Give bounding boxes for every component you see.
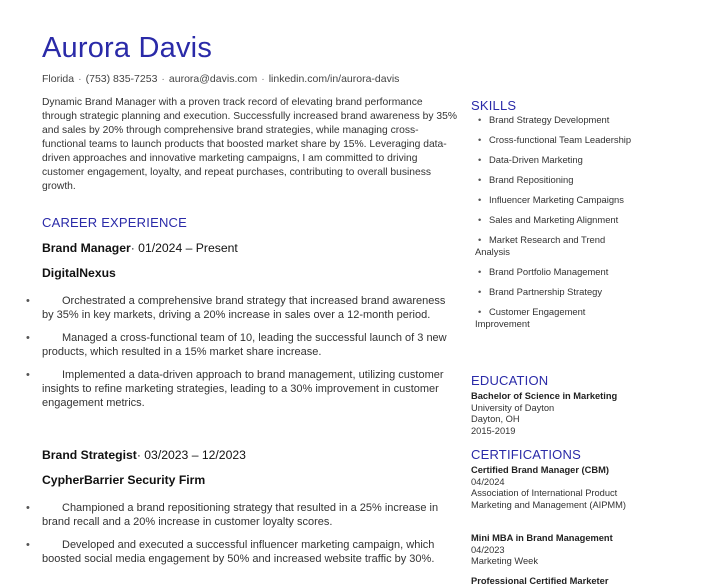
certification-entry: [471, 576, 631, 588]
certification-date: 04/2024: [471, 476, 505, 487]
separator: ·: [161, 73, 165, 85]
job-bullet: • Developed and executed a successful influencer marketing campaign, which boosted social media engagement by 50% and increased website traffic by 30%.: [42, 538, 447, 567]
job-bullet: • Orchestrated a comprehensive brand strategy that increased brand awareness by 35% in key markets, driving a 20% increase in sales over a 12-month period.: [42, 294, 447, 323]
job-company: DigitalNexus: [42, 266, 116, 280]
candidate-name: Aurora Davis: [42, 32, 213, 64]
education-location: Dayton, OH: [471, 414, 520, 425]
skill-item: • Cross-functional Team Leadership: [475, 134, 635, 146]
certification-name: Certified Brand Manager (CBM): [471, 465, 609, 475]
skill-item: • Data-Driven Marketing: [475, 154, 635, 166]
contact-phone: (753) 835-7253: [85, 73, 158, 85]
job-bullet: • Managed a cross-functional team of 10, leading the successful launch of 3 new products, which resulted in a 15% market share increase.: [42, 331, 447, 360]
skill-item: • Customer Engagement Improvement: [475, 306, 635, 330]
job-bullets: [42, 294, 447, 419]
professional-summary: Dynamic Brand Manager with a proven track record of elevating brand performance through strategic planning and execution. Successfully increased brand awareness by 35% and sales by 20% through comprehensive brand strategies, while managing cross-functional teams to launch products that boosted market share by 15%. Leveraging data-driven approaches and innovative marketing campaigns, I am committed to driving customer engagement, loyalty, and repeat purchases, contributing to overall business growth.: [42, 97, 457, 192]
skill-item: • Brand Strategy Development: [475, 114, 635, 126]
job-role: Brand Strategist: [42, 448, 137, 462]
job-bullet: • Implemented a data-driven approach to brand management, utilizing customer insights to refine marketing strategies, leading to a 30% improvement in customer engagement metrics.: [42, 368, 447, 411]
contact-email[interactable]: aurora@davis.com: [168, 73, 258, 85]
skill-item: • Sales and Marketing Alignment: [475, 214, 635, 226]
skill-item: • Influencer Marketing Campaigns: [475, 194, 635, 206]
certification-name: Professional Certified Marketer: [471, 576, 609, 586]
education-degree: Bachelor of Science in Marketing: [471, 391, 618, 401]
certification-name: Mini MBA in Brand Management: [471, 533, 613, 543]
skills-list: [475, 114, 635, 338]
contact-line: [42, 73, 399, 85]
job-title-line: [42, 448, 246, 462]
job-title-line: [42, 241, 238, 255]
separator: ·: [261, 73, 265, 85]
job-dates: · 03/2023 – 12/2023: [136, 448, 246, 462]
job-company: CypherBarrier Security Firm: [42, 473, 206, 487]
job-bullets: [42, 501, 447, 575]
certifications-section-title: CERTIFICATIONS: [471, 447, 581, 462]
job-role: Brand Manager: [42, 241, 131, 255]
contact-linkedin[interactable]: linkedin.com/in/aurora-davis: [268, 73, 400, 85]
job-bullet: • Championed a brand repositioning strategy that resulted in a 25% increase in brand recall and a 20% increase in customer loyalty scores.: [42, 501, 447, 530]
education-school: University of Dayton: [471, 402, 555, 413]
skill-item: • Brand Portfolio Management: [475, 266, 635, 278]
skill-item: • Brand Repositioning: [475, 174, 635, 186]
education-years: 2015-2019: [471, 425, 516, 436]
contact-location: Florida: [42, 73, 75, 85]
skill-item: • Brand Partnership Strategy: [475, 286, 635, 298]
certification-entry: [471, 465, 631, 511]
certification-entry: [471, 533, 631, 568]
education-entry: [471, 391, 641, 437]
education-section-title: EDUCATION: [471, 373, 549, 388]
experience-section-title: CAREER EXPERIENCE: [42, 215, 187, 230]
job-dates: · 01/2024 – Present: [130, 241, 238, 255]
certification-issuer: Marketing Week: [471, 556, 538, 567]
certification-date: 04/2023: [471, 544, 505, 555]
skills-section-title: SKILLS: [471, 98, 517, 113]
certification-issuer: Association of International Product Marketing and Management (AIPMM): [471, 488, 627, 510]
skill-item: • Market Research and Trend Analysis: [475, 234, 635, 258]
separator: ·: [78, 73, 82, 85]
